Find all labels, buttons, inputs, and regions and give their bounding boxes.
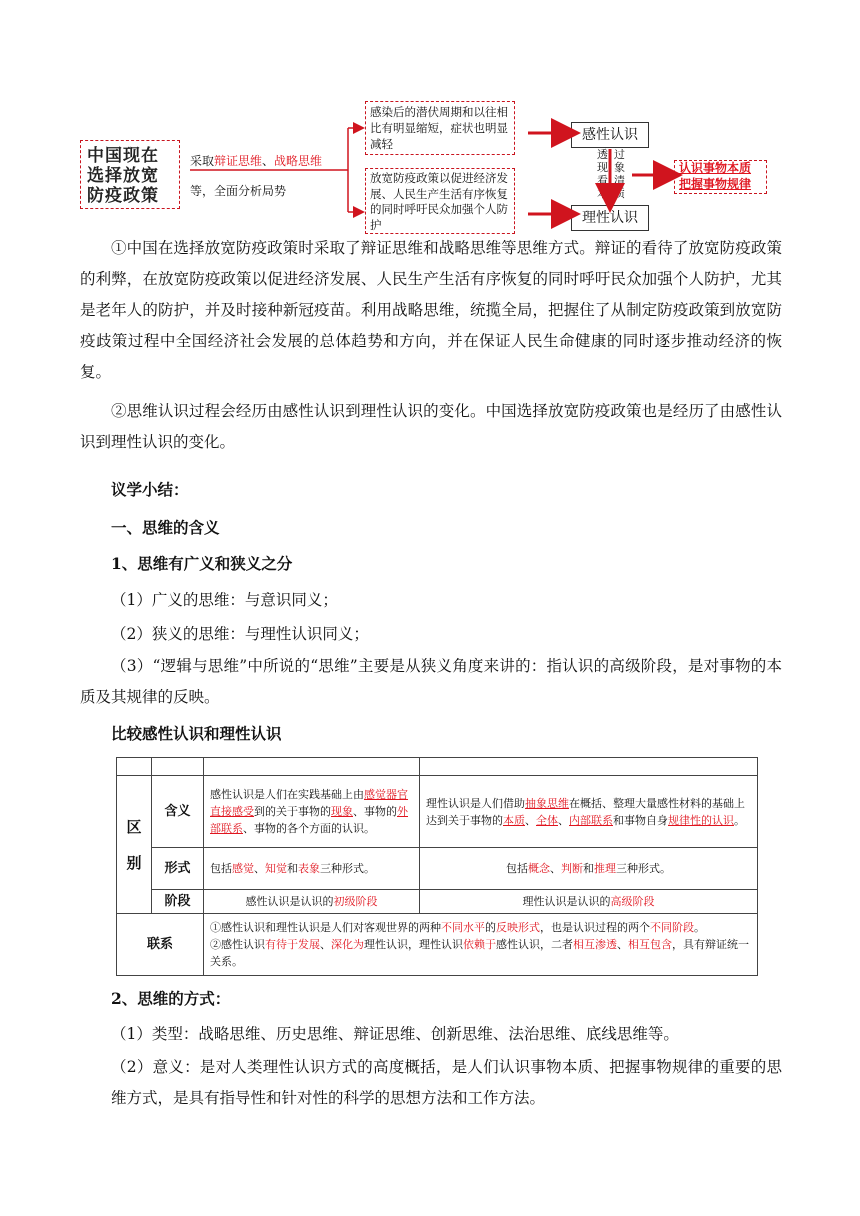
way-1: （1）类型：战略思维、历史思维、辩证思维、创新思维、法治思维、底线思维等。: [111, 1025, 679, 1043]
diff-label: 区别: [117, 776, 152, 914]
result-box: 认识事物本质 把握事物规律: [674, 160, 767, 194]
left-box-text: 中国现在选择放宽防疫政策: [87, 146, 159, 206]
table-row: [117, 914, 758, 976]
meaning-perceptual: 感性认识是人们在实践基础上由感觉器官直接感受到的关于事物的现象、事物的外部联系、事物的各个方面的认识。: [204, 776, 420, 848]
stage-perceptual: 感性认识是认识的初级阶段: [204, 890, 420, 914]
table-row: [117, 848, 758, 890]
row-stage-label: 阶段: [152, 890, 204, 914]
table-row: [117, 890, 758, 914]
table-row: [117, 758, 758, 776]
perceptual-box: 感性认识: [571, 122, 649, 148]
row-link-label: 联系: [117, 914, 204, 976]
subsection-1-heading: 1、思维有广义和狭义之分: [111, 554, 293, 573]
form-perceptual: 包括感觉、知觉和表象三种形式。: [204, 848, 420, 890]
vertical-label-right: 过象清质: [614, 148, 625, 200]
diagram-connectors: [0, 0, 860, 250]
item-3: （3）“逻辑与思维”中所说的“思维”主要是从狭义角度来讲的：指认识的高级阶段，是对事物的本质及其规律的反映。: [80, 657, 782, 706]
lower-observation-box: 放宽防疫政策以促进经济发展、人民生产生活有序恢复的同时呼吁民众加强个人防护: [365, 168, 515, 234]
row-meaning-label: 含义: [152, 776, 204, 848]
link-content: ①感性认识和理性认识是人们对客观世界的两种不同水平的反映形式，也是认识过程的两个不同阶段。 ②感性认识有待于发展、深化为理性认识，理性认识依赖于感性认识，二者相互渗透、相互包含，具有辩证统一关系。: [204, 914, 758, 976]
upper-observation-box: 感染后的潜伏周期和以往相比有明显缩短，症状也明显减轻: [365, 101, 515, 155]
rational-box: 理性认识: [571, 205, 649, 231]
form-rational: 包括概念、判断和推理三种形式。: [420, 848, 758, 890]
stage-rational: 理性认识是认识的高级阶段: [420, 890, 758, 914]
subsection-2-heading: 2、思维的方式：: [111, 989, 231, 1008]
compare-title: 比较感性认识和理性认识: [111, 724, 282, 743]
meaning-rational: 理性认识是人们借助抽象思维在概括、整理大量感性材料的基础上达到关于事物的本质、全体、内部联系和事物自身规律性的认识。: [420, 776, 758, 848]
item-1: （1）广义的思维：与意识同义；: [111, 591, 338, 609]
section-1-heading: 一、思维的含义: [111, 518, 220, 537]
item-2: （2）狭义的思维：与理性认识同义；: [111, 625, 369, 643]
table-row: [117, 776, 758, 848]
row-form-label: 形式: [152, 848, 204, 890]
comparison-table: [116, 757, 758, 976]
vertical-label-left: 透现看本: [597, 148, 608, 200]
paragraph-2: ②思维认识过程会经历由感性认识到理性认识的变化。中国选择放宽防疫政策也是经历了由感性认识到理性认识的变化。: [80, 402, 782, 451]
middle-text: 采取辩证思维、战略思维等，全面分析局势: [190, 154, 323, 198]
paragraph-1: ①中国在选择放宽防疫政策时采取了辩证思维和战略思维等思维方式。辩证的看待了放宽防疫政策的利弊，在放宽防疫政策以促进经济发展、人民生产生活有序恢复的同时呼吁民众加强个人防护，尤其是老年人的防护，并及时接种新冠疫苗。利用战略思维，统揽全局，把握住了从制定防疫政策到放宽防疫歧策过程中全国经济社会发展的总体趋势和方向，并在保证人民生命健康的同时逐步推动经济的恢复。: [80, 239, 782, 381]
way-2: （2）意义：是对人类理性认识方式的高度概括，是人们认识事物本质、把握事物规律的重要的思维方式，是具有指导性和针对性的科学的思想方法和工作方法。: [111, 1058, 782, 1107]
summary-title: 议学小结：: [111, 480, 189, 499]
